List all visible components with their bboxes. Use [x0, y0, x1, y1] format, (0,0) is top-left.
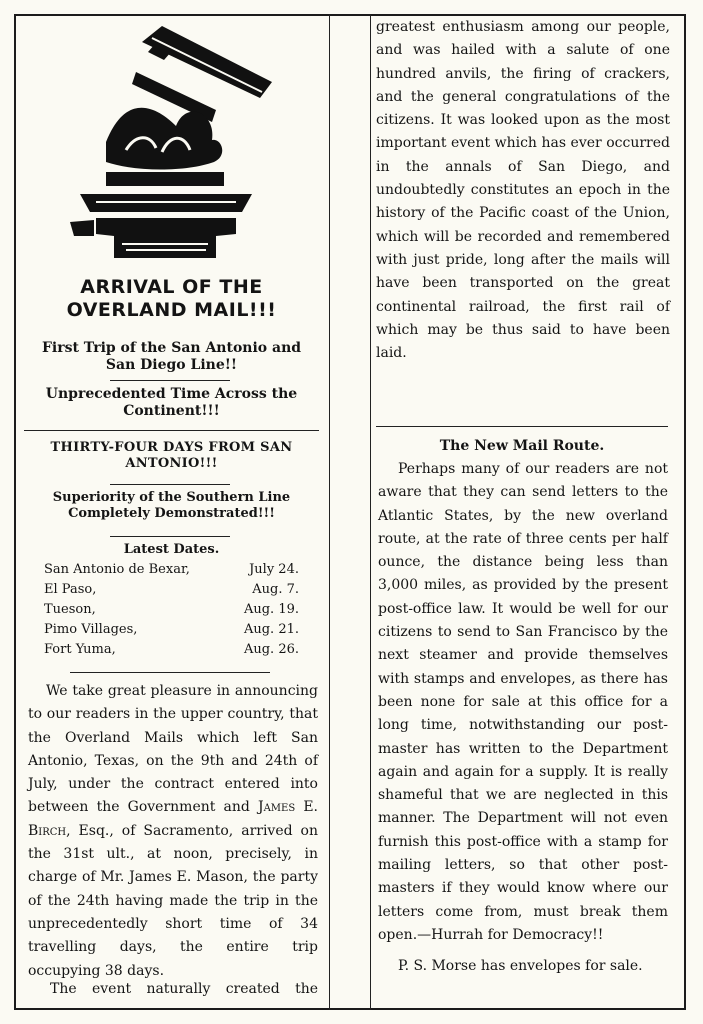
- anvil-mail-woodcut: [66, 22, 272, 260]
- dates-date: Aug. 19.: [243, 602, 299, 617]
- deck-superiority: Superiority of the Southern Line Completely Demonstrated!!!: [52, 490, 291, 521]
- dates-row: [44, 560, 299, 580]
- body-name: James E. Birch: [28, 799, 318, 839]
- deck-first-trip: First Trip of the San Antonio and San Diego Line!!: [41, 340, 302, 374]
- latest-dates-table: [44, 560, 299, 660]
- rule: [376, 426, 668, 427]
- body-part: We take great pleasure in announcing to our readers in the upper country, that the Overland Mails which left San Antonio, Texas, on the 9th and 24th of July, under the contract entered into between the Government and: [28, 683, 318, 816]
- dates-place: Pimo Villages,: [44, 622, 138, 637]
- rule: [24, 430, 319, 431]
- dates-row: [44, 640, 299, 660]
- dates-place: Fort Yuma,: [44, 642, 116, 657]
- article-body-left-end: The event naturally created the: [50, 981, 318, 997]
- dates-place: El Paso,: [44, 582, 97, 597]
- dates-place: San Antonio de Bexar,: [44, 562, 190, 577]
- rule: [110, 484, 230, 485]
- dates-date: Aug. 21.: [243, 622, 299, 637]
- dates-title: Latest Dates.: [123, 542, 220, 557]
- dates-date: July 24.: [249, 562, 299, 577]
- column-rule-right: [370, 14, 371, 1010]
- rule: [110, 536, 230, 537]
- dates-row: [44, 620, 299, 640]
- rule: [70, 672, 270, 673]
- dates-date: Aug. 7.: [252, 582, 299, 597]
- dates-place: Tueson,: [44, 602, 96, 617]
- dates-row: [44, 580, 299, 600]
- body-part: , Esq., of Sacramento, arrived on the 31st ult., at noon, precisely, in charge of Mr. James E. Mason, the party of the 24th having made the trip in the unprecedentedly short time of 34 travelling days, the entire trip occupying 38 days.: [28, 822, 318, 979]
- article-body-right: greatest enthusiasm among our people, and was hailed with a salute of one hundred anvils, the firing of crackers, and the general congratulations of the citizens. It was looked upon as the most important event which has ever occurred in the annals of San Diego, and undoubtedly constitutes an epoch in the history of the Pacific coast of the Union, which will be recorded and remembered with just pride, long after the mails will have been transported on the great continental railroad, the first rail of which may be thus said to have been laid.: [376, 19, 670, 362]
- dates-date: Aug. 26.: [243, 642, 299, 657]
- new-mail-route-title: The New Mail Route.: [439, 438, 605, 454]
- article-body-left: [28, 680, 318, 983]
- headline: ARRIVAL OF THE OVERLAND MAIL!!!: [66, 276, 277, 321]
- dates-row: [44, 600, 299, 620]
- postscript: P. S. Morse has envelopes for sale.: [398, 958, 643, 974]
- deck-unprecedented-time: Unprecedented Time Across the Continent!!!: [45, 386, 298, 420]
- rule: [110, 380, 230, 381]
- new-mail-route-body: Perhaps many of our readers are not aware that they can send letters to the Atlantic States, by the new overland route, at the rate of three cents per half ounce, the distance being less than 3,000 miles, as provided by the present post-office law. It would be well for our citizens to send to San Francisco by the next steamer and provide themselves with stamps and envelopes, as there has been none for sale at this office for a long time, notwithstanding our post-master has written to the Department again and again for a supply. It is really shameful that we are neglected in this manner. The Department will not even furnish this post-office with a stamp for mailing letters, so that other post-masters if they would know where our letters come from, must break them open.—Hurrah for Democracy!!: [378, 461, 668, 943]
- deck-thirty-four-days: THIRTY-FOUR DAYS FROM SAN ANTONIO!!!: [50, 440, 293, 471]
- column-rule-left: [329, 14, 330, 1010]
